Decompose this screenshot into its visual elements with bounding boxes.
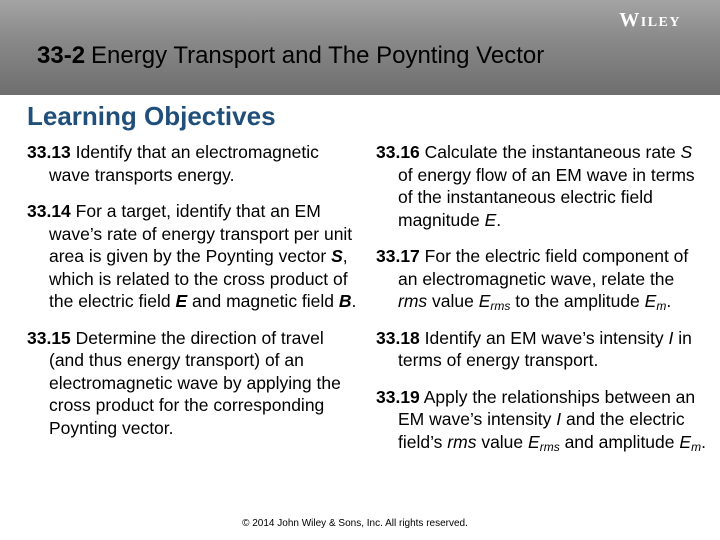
objectives-left-column	[27, 141, 357, 453]
learning-objectives-heading: Learning Objectives	[27, 101, 276, 131]
copyright-footer: © 2014 John Wiley & Sons, Inc. All rights reserved.	[242, 518, 468, 529]
objective-33-19: 33.19 Apply the relationships between an EM wave’s intensity I and the electric field’s rms value $E_{rms}$ and amplitude $E_m$.	[376, 386, 706, 454]
slide-title	[37, 42, 544, 70]
objective-33-13: 33.13 Identify that an electromagnetic wave transports energy.	[27, 142, 319, 185]
objective-33-16: 33.16 Calculate the instantaneous rate S of energy flow of an EM wave in terms of the instantaneous electric field magnitude E.	[376, 142, 695, 230]
slide-header	[0, 0, 720, 95]
objective-33-17: 33.17 For the electric field component of an electromagnetic wave, relate the rms value $E_{rms}$ to the amplitude $E_m$.	[376, 246, 689, 313]
wiley-logo: Wiley	[619, 9, 681, 31]
objective-33-15: 33.15 Determine the direction of travel (and thus energy transport) of an electromagnetic wave by applying the cross product for the corresponding Poynting vector.	[27, 327, 341, 438]
objective-33-14: 33.14 For a target, identify that an EM wave’s rate of energy transport per unit area is given by the Poynting vector S, which is related to the cross product of the electric field E and magnetic field B.	[27, 201, 357, 311]
section-title: Energy Transport and The Poynting Vector	[91, 42, 545, 69]
objectives-right-column	[376, 141, 706, 467]
section-number: 33-2	[37, 42, 86, 69]
objective-33-18: 33.18 Identify an EM wave’s intensity I in terms of energy transport.	[376, 327, 692, 370]
